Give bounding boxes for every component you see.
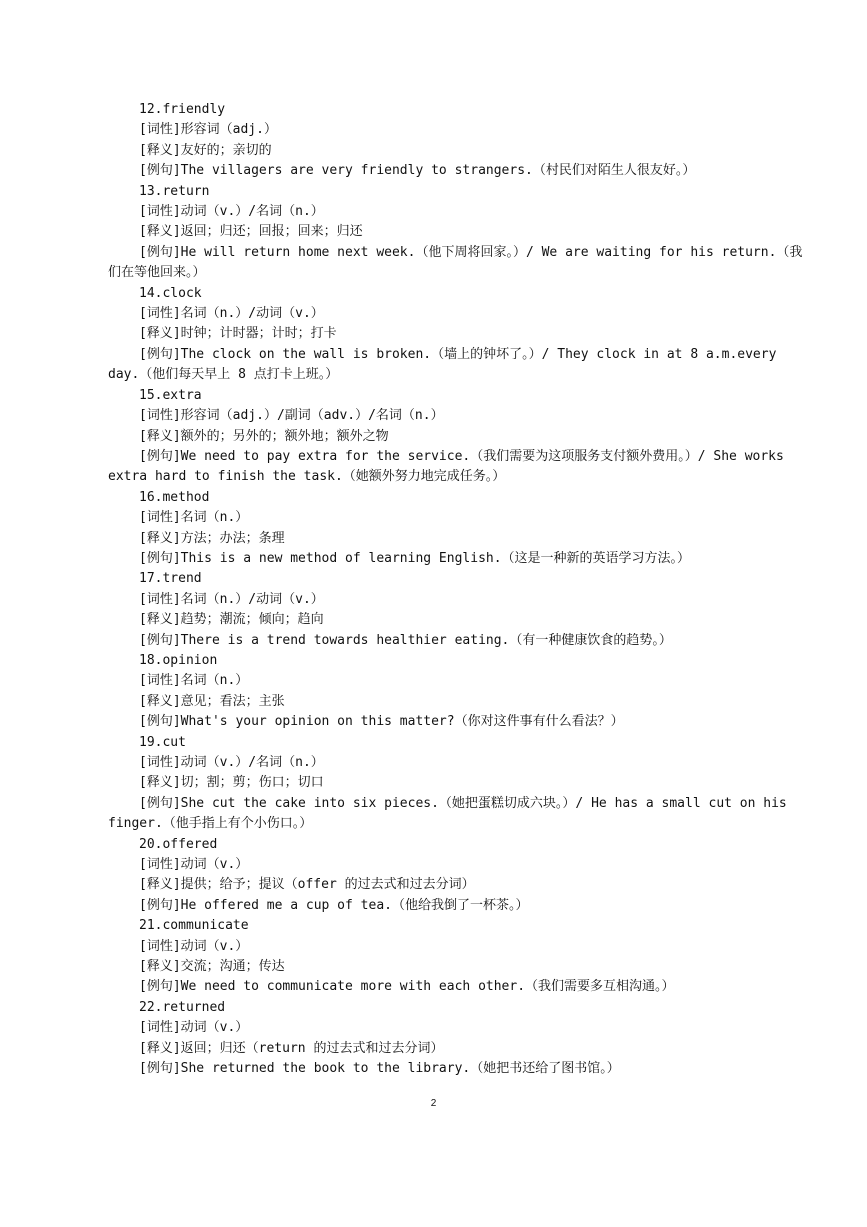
entry-headword: 14.clock: [139, 285, 202, 301]
vocab-entry: [108, 100, 808, 182]
entry-example: [例句]She cut the cake into six pieces.（她把蛋糕切成六块。）/ He has a small cut on his finger.（他手指上有个小伤口。）: [108, 795, 795, 832]
entry-headword: 19.cut: [139, 734, 186, 750]
vocab-entry: [108, 651, 808, 733]
entry-example: [例句]The villagers are very friendly to strangers.（村民们对陌生人很友好。）: [139, 163, 696, 179]
entry-example: [例句]He offered me a cup of tea.（他给我倒了一杯茶。）: [139, 897, 529, 913]
entry-definition: [释义]时钟；计时器；计时；打卡: [139, 326, 337, 342]
entry-headword: 12.friendly: [139, 102, 226, 117]
entry-part-of-speech: [词性]名词（n.）/动词（v.）: [139, 591, 324, 607]
entry-example: [例句]We need to pay extra for the service.（我们需要为这项服务支付额外费用。）/ She works extra hard to finish the task.（她额外努力地完成任务。）: [108, 448, 792, 485]
entry-definition: [释义]返回；归还（return 的过去式和过去分词）: [139, 1040, 444, 1056]
vocab-entry: [108, 386, 808, 488]
entry-definition: [释义]返回；归还；回报；回来；归还: [139, 224, 363, 240]
entry-part-of-speech: [词性]动词（v.）/名词（n.）: [139, 204, 324, 220]
entry-part-of-speech: [词性]名词（n.）/动词（v.）: [139, 306, 324, 322]
entry-example: [例句]The clock on the wall is broken.（墙上的钟坏了。）/ They clock in at 8 a.m.every day.（他们每天早上 8 点打卡上班。）: [108, 346, 785, 383]
entry-part-of-speech: [词性]名词（n.）: [139, 673, 249, 689]
entry-definition: [释义]友好的；亲切的: [139, 142, 272, 158]
entry-headword: 21.communicate: [139, 918, 249, 934]
vocab-entry: [108, 182, 808, 284]
entry-headword: 20.offered: [139, 836, 218, 852]
vocab-entry: [108, 488, 808, 570]
entry-definition: [释义]趋势；潮流；倾向；趋向: [139, 612, 324, 628]
vocab-entry: [108, 916, 808, 998]
entry-definition: [释义]额外的；另外的；额外地；额外之物: [139, 428, 389, 444]
entry-part-of-speech: [词性]动词（v.）: [139, 938, 249, 954]
entry-part-of-speech: [词性]动词（v.）/名词（n.）: [139, 755, 324, 770]
entry-headword: 13.return: [139, 183, 210, 199]
entry-definition: [释义]方法；办法；条理: [139, 530, 285, 546]
entry-definition: [释义]意见；看法；主张: [139, 693, 285, 709]
vocab-entry: [108, 998, 808, 1080]
vocab-entry: [108, 733, 808, 835]
entry-example: [例句]This is a new method of learning English.（这是一种新的英语学习方法。）: [139, 550, 691, 566]
entry-part-of-speech: [词性]名词（n.）: [139, 510, 249, 526]
page-number: 2: [430, 1098, 437, 1109]
vocab-entry: [108, 569, 808, 651]
entry-part-of-speech: [词性]形容词（adj.）: [139, 122, 277, 138]
entry-headword: 17.trend: [139, 571, 202, 587]
vocabulary-list: [108, 100, 808, 1080]
entry-definition: [释义]提供；给予；提议（offer 的过去式和过去分词）: [139, 877, 475, 893]
entry-definition: [释义]交流；沟通；传达: [139, 959, 285, 975]
entry-example: [例句]He will return home next week.（他下周将回家。）/ We are waiting for his return.（我们在等他回来。）: [108, 244, 803, 281]
entry-example: [例句]She returned the book to the library.（她把书还给了图书馆。）: [139, 1061, 620, 1077]
entry-headword: 15.extra: [139, 387, 202, 403]
entry-part-of-speech: [词性]动词（v.）: [139, 857, 249, 873]
vocab-entry: [108, 284, 808, 386]
entry-headword: 18.opinion: [139, 652, 218, 668]
entry-part-of-speech: [词性]形容词（adj.）/副词（adv.）/名词（n.）: [139, 408, 444, 424]
entry-headword: 22.returned: [139, 999, 226, 1015]
entry-example: [例句]We need to communicate more with each other.（我们需要多互相沟通。）: [139, 979, 675, 995]
entry-definition: [释义]切；割；剪；伤口；切口: [139, 775, 324, 791]
entry-example: [例句]What's your opinion on this matter?（你对这件事有什么看法？）: [139, 714, 624, 730]
entry-part-of-speech: [词性]动词（v.）: [139, 1020, 249, 1036]
entry-example: [例句]There is a trend towards healthier eating.（有一种健康饮食的趋势。）: [139, 632, 672, 648]
entry-headword: 16.method: [139, 489, 210, 505]
vocab-entry: [108, 835, 808, 917]
